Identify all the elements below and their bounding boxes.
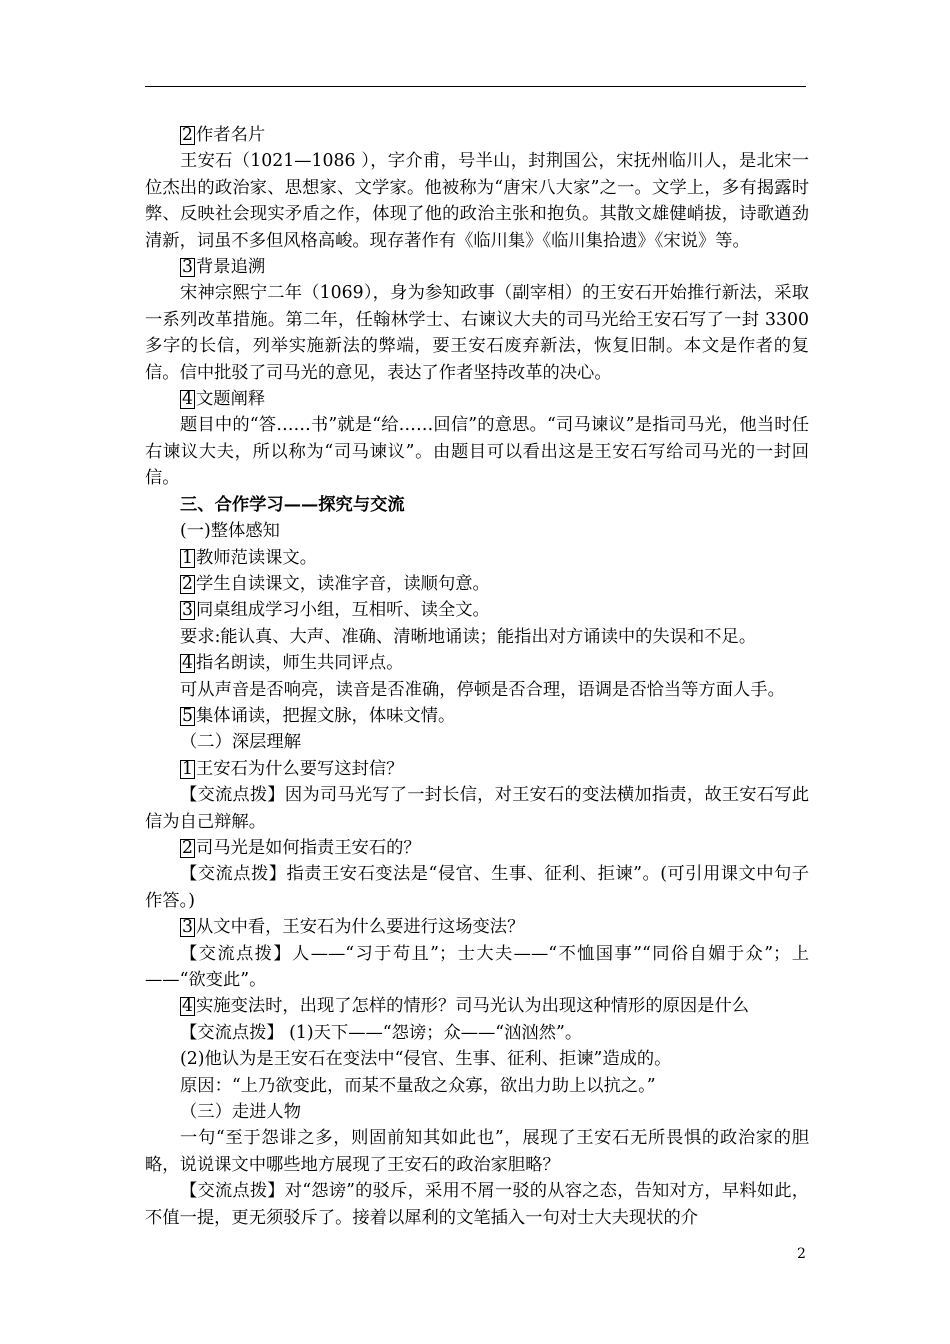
- item-number: 2: [182, 125, 193, 145]
- answer-text: 【交流点拨】 (1)天下——“怨谤；众——“汹汹然”。: [180, 1022, 583, 1043]
- item-number: 2: [182, 573, 193, 594]
- item-number: 3: [182, 257, 193, 278]
- list-item: 3 同桌组成学习小组，互相听、读全文。: [182, 600, 490, 621]
- item-number: 4: [182, 653, 193, 674]
- list-item: 1 教师范读课文。: [182, 547, 317, 568]
- item-number: 5: [182, 705, 193, 726]
- answer-text: 【交流点拨】人——“习于苟且”；士大夫——“不恤国事”“同俗自媚于众”；上——“欲变此”。: [145, 943, 809, 990]
- question-item: 1 王安石为什么要写这封信？: [182, 758, 404, 779]
- part3-title: （三）走进人物: [180, 1102, 301, 1123]
- item-number: 3: [182, 917, 193, 938]
- header-rule: [145, 86, 806, 87]
- page-number: 2: [797, 1246, 806, 1262]
- section-title-author: 2 作者名片: [182, 125, 266, 145]
- answer-text: 原因：“上乃欲变此，而某不量敌之众寡，欲出力助上以抗之。”: [180, 1075, 656, 1096]
- list-item: 5 集体诵读，把握文脉，体味文情。: [182, 705, 456, 726]
- requirement-text: 要求:能认真、大声、准确、清晰地诵读；能指出对方诵读中的失误和不足。: [180, 626, 757, 647]
- document-body: [145, 122, 809, 1231]
- item-number: 1: [182, 758, 193, 779]
- item-number: 4: [182, 996, 193, 1017]
- item-number: 2: [182, 837, 193, 858]
- answer-text: 【交流点拨】指责王安石变法是“侵官、生事、征利、拒谏”。(可引用课文中句子作答。): [145, 864, 809, 911]
- section-title-background: 3 背景追溯: [182, 257, 266, 278]
- explanation-paragraph: 题目中的“答……书”就是“给……回信”的意思。“司马谏议”是指司马光，他当时任右谏议大夫，所以称为“司马谏议”。由题目可以看出这是王安石写给司马光的一封回信。: [145, 415, 809, 489]
- item-number: 4: [182, 389, 193, 410]
- part1-title: (一)整体感知: [180, 521, 280, 542]
- item-number: 3: [182, 600, 193, 621]
- question-item: 3 从文中看，王安石为什么要进行这场变法？: [182, 917, 525, 938]
- list-item: 4 指名朗读，师生共同评点。: [182, 653, 404, 674]
- item-number: 1: [182, 547, 193, 568]
- answer-text: 【交流点拨】因为司马光写了一封长信，对王安石的变法横加指责，故王安石写此信为自己辩解。: [145, 785, 809, 832]
- answer-text: (2)他认为是王安石在变法中“侵官、生事、征利、拒谏”造成的。: [180, 1049, 672, 1070]
- section-heading: 三、合作学习——探究与交流: [180, 494, 405, 515]
- question-text: 一句“至于怨诽之多，则固前知其如此也”，展现了王安石无所畏惧的政治家的胆略，说说课文中哪些地方展现了王安石的政治家胆略？: [145, 1128, 809, 1175]
- author-paragraph: 王安石（1021—1086 ），字介甫，号半山，封荆国公，宋抚州临川人，是北宋一位杰出的政治家、思想家、文学家。他被称为“唐宋八大家”之一。文学上，多有揭露时弊、反映社会现实矛盾之作，体现了他的政治主张和抱负。其散文雄健峭拔，诗歌遒劲清新，词虽不多但风格高峻。现存著作有《临川集》《临川集拾遗》《宋说》等。: [145, 151, 809, 251]
- answer-text: 【交流点拨】对“怨谤”的驳斥，采用不屑一驳的从容之态，告知对方，早料如此，不值一提，更无须驳斥了。接着以犀利的文笔插入一句对士大夫现状的介: [145, 1181, 809, 1228]
- question-item: 4 实施变法时，出现了怎样的情形？司马光认为出现这种情形的原因是什么: [182, 996, 750, 1017]
- question-item: 2 司马光是如何指责王安石的？: [182, 837, 421, 858]
- list-item: 2 学生自读课文，读准字音，读顺句意。: [182, 573, 490, 594]
- part2-title: （二）深层理解: [180, 732, 301, 753]
- section-title-explanation: 4 文题阐释: [182, 389, 266, 410]
- note-text: 可从声音是否响亮，读音是否准确，停顿是否合理，语调是否恰当等方面人手。: [180, 679, 785, 700]
- background-paragraph: 宋神宗熙宁二年（1069），身为参知政事（副宰相）的王安石开始推行新法，采取一系列改革措施。第二年，任翰林学士、右谏议大夫的司马光给王安石写了一封 3300 多字的长信，列举实施新法的弊端，要王安石废弃新法，恢复旧制。本文是作者的复信。信中批驳了司马光的意见，表达了作者坚持改革的决心。: [145, 283, 809, 383]
